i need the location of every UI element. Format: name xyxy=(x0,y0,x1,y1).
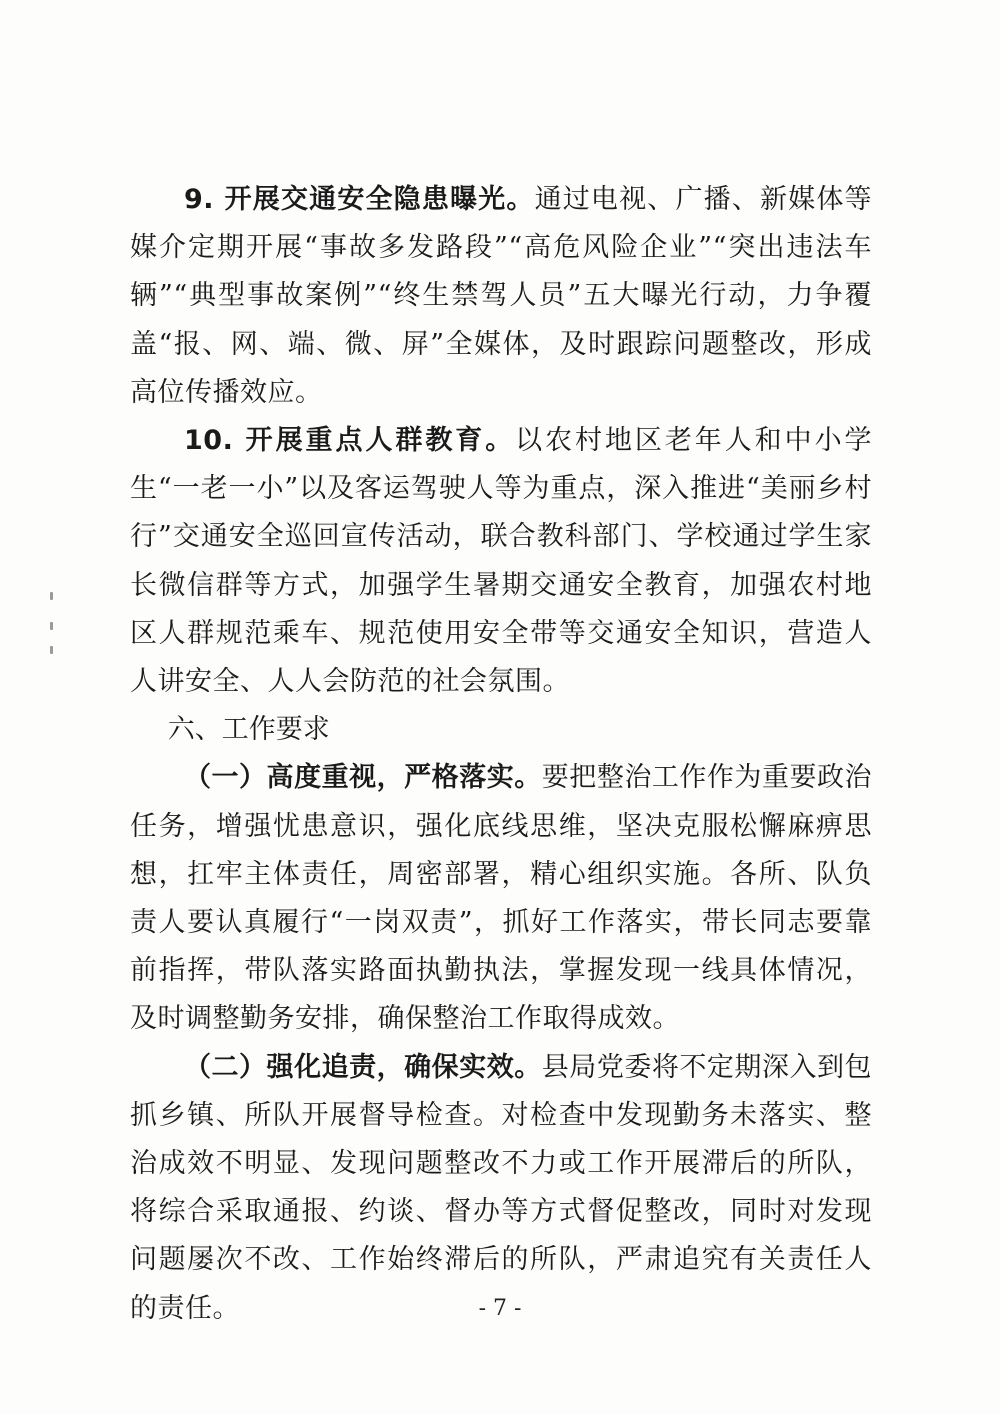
paragraph-exposure xyxy=(130,176,872,417)
binding-hole-mark xyxy=(50,592,53,600)
binding-hole-mark xyxy=(50,646,53,654)
paragraph-lead: 9. 开展交通安全隐患曝光。 xyxy=(184,184,535,215)
binding-hole-mark xyxy=(50,622,53,630)
requirement-paragraph-2 xyxy=(130,1044,872,1333)
paragraph-body: 县局党委将不定期深入到包抓乡镇、所队开展督导检查。对检查中发现勤务未落实、整治成效不明显、发现问题整改不力或工作开展滞后的所队，将综合采取通报、约谈、督办等方式督促整改，同时对发现问题屡次不改、工作始终滞后的所队，严肃追究有关责任人的责任。 xyxy=(130,1051,873,1324)
section-heading: 六、工作要求 xyxy=(167,714,330,746)
paragraph-lead: （二）强化追责，确保实效。 xyxy=(184,1051,542,1083)
page-number: - 7 - xyxy=(478,1296,522,1321)
paragraph-body: 通过电视、广播、新媒体等媒介定期开展“事故多发路段”“高危风险企业”“突出违法车辆”“典型事故案例”“终生禁驾人员”五大曝光行动，力争覆盖“报、网、端、微、屏”全媒体，及时跟踪问题整改，形成高位传播效应。 xyxy=(130,184,872,408)
paragraph-lead: （一）高度重视，严格落实。 xyxy=(184,762,542,794)
document-body xyxy=(130,176,872,1333)
paragraph-body: 以农村地区老年人和中小学生“一老一小”以及客运驾驶人等为重点，深入推进“美丽乡村行”交通安全巡回宣传活动，联合教科部门、学校通过学生家长微信群等方式，加强学生暑期交通安全教育，加强农村地区人群规范乘车、规范使用安全带等交通安全知识，营造人人讲安全、人人会防范的社会氛围。 xyxy=(130,425,873,698)
paragraph-body: 要把整治工作作为重要政治任务，增强忧患意识，强化底线思维，坚决克服松懈麻痹思想，扛牢主体责任，周密部署，精心组织实施。各所、队负责人要认真履行“一岗双责”，抓好工作落实，带长同志要靠前指挥，带队落实路面执勤执法，掌握发现一线具体情况，及时调整勤务安排，确保整治工作取得成效。 xyxy=(130,762,873,1035)
paragraph-lead: 10. 开展重点人群教育。 xyxy=(184,425,516,457)
requirement-paragraph-1 xyxy=(130,754,872,1043)
paragraph-education xyxy=(130,417,872,706)
